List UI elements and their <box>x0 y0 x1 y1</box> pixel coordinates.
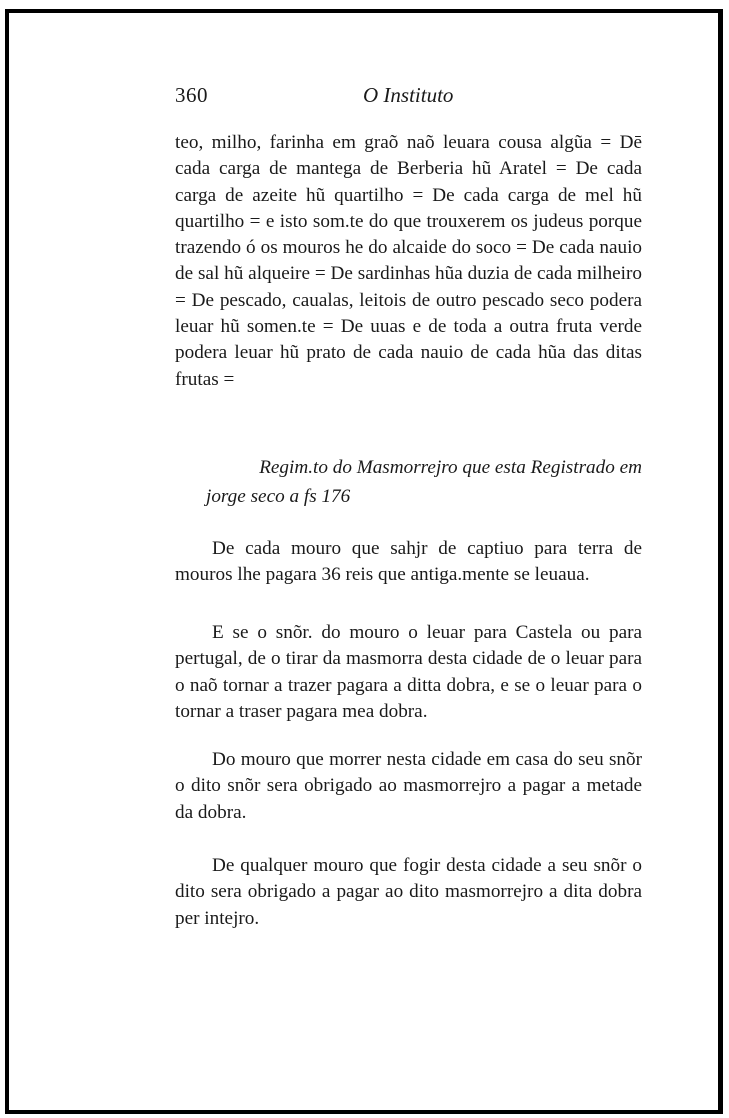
heading-line-1: Regim.to do Masmorrejro que esta Registrado em <box>259 457 642 478</box>
paragraph-death-in-city: Do mouro que morrer nesta cidade em casa do seu snõr o dito snõr sera obrigado ao masmorrejro a pagar a metade da dobra. <box>175 749 642 823</box>
paragraph-tariff-continuation: teo, milho, farinha em graõ naõ leuara cousa algũa = Dē cada carga de mantega de Berberia hũ Aratel = De cada carga de azeite hũ quartilho = De cada carga de mel hũ quartilho = e isto som.te do que trouxerem os judeus porque trazendo ó os mouros he do alcaide do soco = De cada nauio de sal hũ alqueire = De sardinhas hũa duzia de cada milheiro = De pescado, caualas, leitois de outro pescado seco podera leuar hũ somen.te = De uuas e de toda a outra fruta verde podera leuar hũ prato de cada nauio de cada hũa das ditas frutas = <box>175 132 642 390</box>
section-heading <box>206 453 642 511</box>
page-header <box>175 83 645 113</box>
running-title: O Instituto <box>363 83 454 107</box>
paragraph-castela-pertugal: E se o snõr. do mouro o leuar para Castela ou para pertugal, de o tirar da masmorra desta cidade de o leuar para o naõ tornar a trazer pagara a ditta dobra, e se o leuar para o tornar a traser pagara mea dobra. <box>175 622 642 722</box>
heading-line-2: jorge seco a fs 176 <box>206 486 351 507</box>
paragraph-escape: De qualquer mouro que fogir desta cidade a seu snõr o dito sera obrigado a pagar ao dito masmorrejro a dita dobra per intejro. <box>175 855 642 929</box>
page-number: 360 <box>175 83 208 107</box>
paragraph-captive-release: De cada mouro que sahjr de captiuo para terra de mouros lhe pagara 36 reis que antiga.mente se leuaua. <box>175 538 642 586</box>
